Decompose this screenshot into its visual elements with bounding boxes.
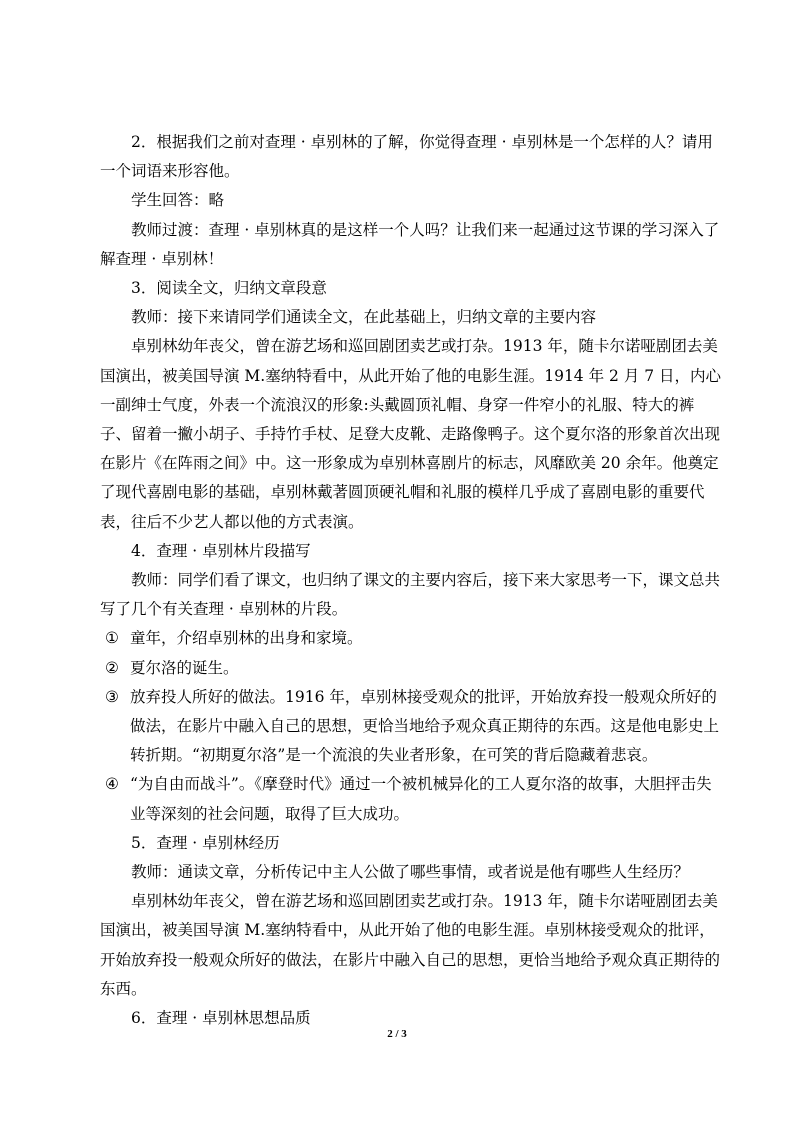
paragraph-teacher-question: 教师：同学们看了课文，也归纳了课文的主要内容后，接下来大家思考一下，课文总共写了几个有关查理 · 卓别林的片段。	[100, 571, 721, 619]
list-item-text: 放弃投人所好的做法。1916 年，卓别林接受观众的批评，开始放弃投一般观众所好的做法，在影片中融入自己的思想，更恰当地给予观众真正期待的东西。这是他电影史上转折期。“初期夏尔洛”是一个流浪的失业者形象，在可笑的背后隐藏着悲哀。	[130, 687, 720, 765]
list-item-text: 童年，介绍卓别林的出身和家境。	[130, 629, 363, 648]
list-marker: ①	[105, 629, 119, 648]
list-marker: ③	[105, 687, 119, 706]
heading-section-6: 6．查理 · 卓别林思想品质	[131, 1009, 311, 1028]
list-item-4	[105, 770, 722, 828]
list-item-2	[105, 654, 722, 683]
heading-section-4: 4．查理 · 卓别林片段描写	[131, 541, 311, 560]
paragraph-teacher-transition: 教师过渡：查理 · 卓别林真的是这样一个人吗？让我们来一起通过这节课的学习深入了解查理 · 卓别林！	[100, 220, 720, 268]
list-item-text: 夏尔洛的诞生。	[130, 658, 239, 677]
document-body	[100, 128, 722, 1033]
paragraph-summary: 卓别林幼年丧父，曾在游艺场和巡回剧团卖艺或打杂。1913 年，随卡尔诺哑剧团去美国演出，被美国导演 M.塞纳特看中，从此开始了他的电影生涯。1914 年 2 月 7 日，内心一副绅士气度，外表一个流浪汉的形象:头戴圆顶礼帽、身穿一件窄小的礼服、特大的裤子、留着一撇小胡子、手持竹手杖、足登大皮靴、走路像鸭子。这个夏尔洛的形象首次出现在影片《在阵雨之间》中。这一形象成为卓别林喜剧片的标志，风靡欧美 20 余年。他奠定了现代喜剧电影的基础，卓别林戴著圆顶硬礼帽和礼服的模样几乎成了喜剧电影的重要代表，往后不少艺人都以他的方式表演。	[100, 337, 722, 531]
list-item-text: “为自由而战斗”。《摩登时代》通过一个被机械异化的工人夏尔洛的故事，大胆抨击失业等深刻的社会问题，取得了巨大成功。	[130, 775, 712, 823]
heading-section-5: 5．查理 · 卓别林经历	[131, 833, 280, 852]
paragraph-student-answer: 学生回答：略	[131, 191, 225, 210]
paragraph-teacher-instruction: 教师：接下来请同学们通读全文，在此基础上，归纳文章的主要内容	[131, 308, 597, 327]
heading-section-3: 3．阅读全文，归纳文章段意	[131, 279, 327, 298]
page-number: 2 / 3	[387, 1028, 407, 1040]
list-item-1	[105, 624, 722, 653]
list-item-3	[105, 683, 722, 771]
list-marker: ④	[105, 775, 119, 794]
paragraph-teacher-analysis: 教师：通读文章，分析传记中主人公做了哪些事情，或者说是他有哪些人生经历？	[131, 863, 690, 882]
paragraph-question-2: 2．根据我们之前对查理 · 卓别林的了解，你觉得查理 · 卓别林是一个怎样的人？请用一个词语来形容他。	[100, 133, 713, 181]
list-marker: ②	[105, 658, 119, 677]
paragraph-experience: 卓别林幼年丧父，曾在游艺场和巡回剧团卖艺或打杂。1913 年，随卡尔诺哑剧团去美国演出，被美国导演 M.塞纳特看中，从此开始了他的电影生涯。卓别林接受观众的批评，开始放弃投一般观众所好的做法，在影片中融入自己的思想，更恰当地给予观众真正期待的东西。	[100, 892, 721, 998]
